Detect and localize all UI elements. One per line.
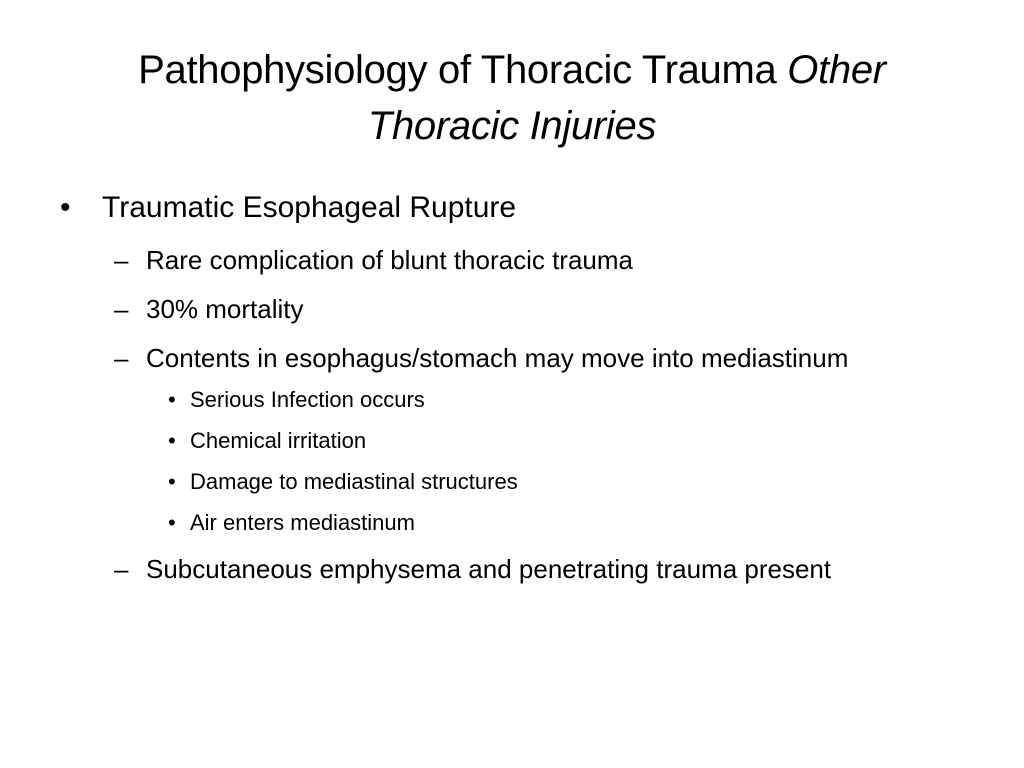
sub-bullet-marker: • (168, 469, 176, 494)
sub-bullet-text: Subcutaneous emphysema and penetrating trauma present (146, 554, 832, 584)
sub-sub-bullet-text: Damage to mediastinal structures (190, 469, 518, 494)
dash-marker: – (114, 554, 129, 584)
sub-sub-bullet-3 (168, 467, 940, 497)
sub-sub-bullet-4 (168, 508, 940, 538)
slide-title (60, 42, 964, 154)
dash-marker: – (114, 245, 129, 275)
bullet-text: Traumatic Esophageal Rupture (102, 191, 517, 224)
sub-sub-bullet-text: Air enters mediastinum (190, 510, 415, 535)
sub-bullet-text: 30% mortality (146, 294, 304, 324)
sub-bullet-marker: • (168, 510, 176, 535)
sub-bullet-1 (114, 240, 940, 280)
sub-sub-bullet-1 (168, 385, 940, 415)
sub-bullet-text: Contents in esophagus/stomach may move into mediastinum (146, 343, 849, 373)
sub-bullet-marker: • (168, 387, 176, 412)
sub-bullet-4 (114, 549, 940, 589)
title-italic: Other Thoracic Injuries (367, 48, 886, 148)
sub-sub-bullet-text: Chemical irritation (190, 428, 367, 453)
slide-content (60, 188, 940, 598)
sub-bullet-3 (114, 338, 940, 378)
bullet-level1 (60, 188, 940, 228)
sub-sub-bullet-text: Serious Infection occurs (190, 387, 425, 412)
sub-bullet-2 (114, 289, 940, 329)
sub-sub-bullet-2 (168, 426, 940, 456)
dash-marker: – (114, 343, 129, 373)
sub-bullet-marker: • (168, 428, 176, 453)
dash-marker: – (114, 294, 129, 324)
sub-sub-list (60, 385, 940, 538)
sub-bullet-text: Rare complication of blunt thoracic trauma (146, 245, 634, 275)
bullet-marker: • (60, 191, 71, 224)
title-main: Pathophysiology of Thoracic Trauma (138, 48, 788, 92)
